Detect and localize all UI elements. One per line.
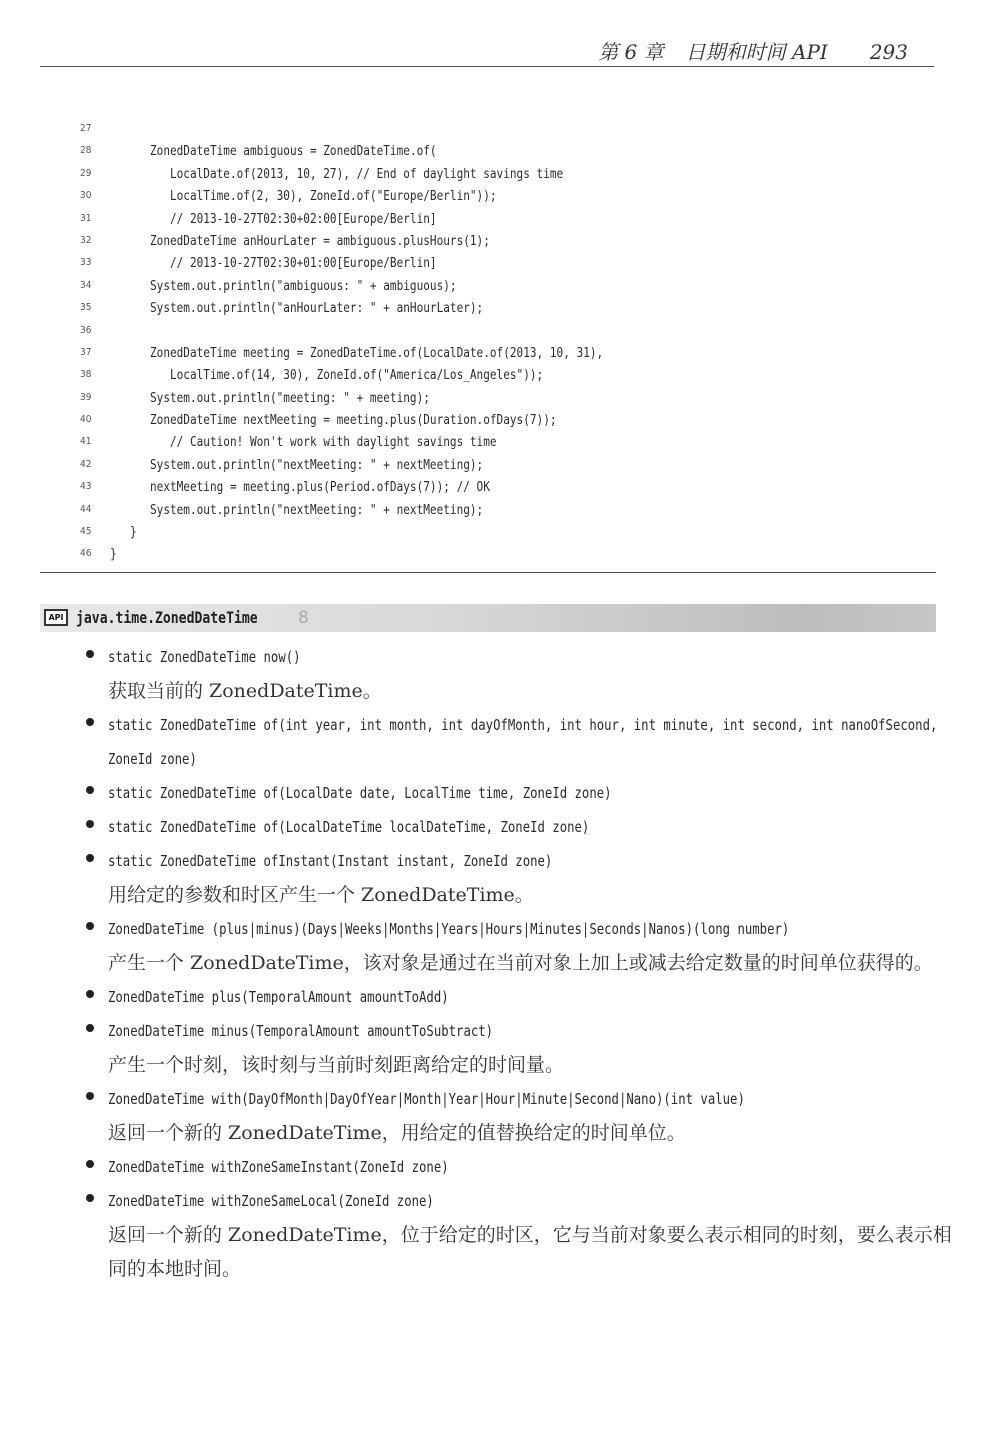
code-line: [80, 364, 940, 386]
chapter-title: 日期和时间 API: [685, 40, 828, 64]
api-badge-icon: API: [44, 609, 68, 626]
code-text: }: [110, 546, 117, 563]
method-signature: static ZonedDateTime of(LocalDate date, LocalTime time, ZoneId zone): [108, 784, 612, 802]
line-number: 44: [80, 503, 92, 515]
line-number: 46: [80, 548, 92, 560]
api-method-list: [86, 640, 956, 1286]
code-listing: [80, 118, 940, 566]
code-line: [80, 275, 940, 297]
code-line: [80, 163, 940, 185]
page-number: 293: [869, 40, 908, 64]
line-number: 30: [80, 190, 92, 202]
code-line: [80, 118, 940, 140]
api-since-version: 8: [298, 608, 309, 628]
line-number: 41: [80, 436, 92, 448]
api-method-item: [86, 640, 956, 708]
running-head: [598, 36, 908, 65]
line-number: 34: [80, 279, 92, 291]
method-description: 返回一个新的 ZonedDateTime，用给定的值替换给定的时间单位。: [108, 1122, 686, 1144]
method-signature: ZonedDateTime minus(TemporalAmount amountToSubtract): [108, 1022, 494, 1040]
method-signature: ZonedDateTime (plus|minus)(Days|Weeks|Months|Years|Hours|Minutes|Seconds|Nanos)(long number): [108, 920, 790, 938]
bullet-icon: [86, 990, 94, 998]
bullet-icon: [86, 650, 94, 658]
line-number: 31: [80, 212, 92, 224]
api-method-item: [86, 912, 956, 980]
code-text: // 2013-10-27T02:30+01:00[Europe/Berlin]: [110, 255, 437, 272]
line-number: 35: [80, 302, 92, 314]
line-number: 32: [80, 234, 92, 246]
code-text: // Caution! Won't work with daylight savings time: [110, 434, 497, 451]
line-number: 28: [80, 145, 92, 157]
code-line: [80, 342, 940, 364]
api-method-item: [86, 1150, 956, 1184]
code-line: [80, 409, 940, 431]
code-text: ZonedDateTime anHourLater = ambiguous.plusHours(1);: [110, 232, 490, 249]
code-line: [80, 185, 940, 207]
line-number: 38: [80, 369, 92, 381]
line-number: 40: [80, 414, 92, 426]
method-description: 返回一个新的 ZonedDateTime，位于给定的时区，它与当前对象要么表示相同的时刻，要么表示相同的本地时间。: [108, 1224, 952, 1280]
api-method-item: [86, 980, 956, 1014]
code-line: [80, 208, 940, 230]
code-line: [80, 230, 940, 252]
code-line: [80, 476, 940, 498]
method-signature: static ZonedDateTime of(int year, int month, int dayOfMonth, int hour, int minute, int second, int nanoOfSecond, ZoneId zone): [108, 716, 945, 768]
method-description: 获取当前的 ZonedDateTime。: [108, 680, 382, 702]
bullet-icon: [86, 922, 94, 930]
code-text: System.out.println("nextMeeting: " + nextMeeting);: [110, 501, 484, 518]
code-line: [80, 140, 940, 162]
line-number: 37: [80, 346, 92, 358]
code-line: [80, 320, 940, 342]
method-signature: static ZonedDateTime of(LocalDateTime localDateTime, ZoneId zone): [108, 818, 590, 836]
api-method-item: [86, 1082, 956, 1150]
code-text: // 2013-10-27T02:30+02:00[Europe/Berlin]: [110, 210, 437, 227]
method-signature: ZonedDateTime with(DayOfMonth|DayOfYear|Month|Year|Hour|Minute|Second|Nano)(int value): [108, 1090, 745, 1108]
bullet-icon: [86, 820, 94, 828]
method-signature: ZonedDateTime withZoneSameLocal(ZoneId zone): [108, 1192, 434, 1210]
code-line: [80, 431, 940, 453]
code-line: [80, 252, 940, 274]
line-number: 43: [80, 481, 92, 493]
code-text: LocalTime.of(2, 30), ZoneId.of("Europe/Berlin"));: [110, 188, 497, 205]
method-description: 产生一个 ZonedDateTime，该对象是通过在当前对象上加上或减去给定数量的时间单位获得的。: [108, 952, 933, 974]
code-line: [80, 521, 940, 543]
method-signature: static ZonedDateTime now(): [108, 648, 301, 666]
code-line: [80, 499, 940, 521]
code-text: System.out.println("nextMeeting: " + nextMeeting);: [110, 456, 484, 473]
method-description: 用给定的参数和时区产生一个 ZonedDateTime。: [108, 884, 534, 906]
code-text: System.out.println("anHourLater: " + anHourLater);: [110, 300, 484, 317]
line-number: 27: [80, 123, 92, 134]
code-line: [80, 387, 940, 409]
bullet-icon: [86, 1024, 94, 1032]
code-text: ZonedDateTime meeting = ZonedDateTime.of(LocalDate.of(2013, 10, 31),: [110, 344, 604, 361]
line-number: 36: [80, 324, 92, 336]
bullet-icon: [86, 1194, 94, 1202]
chapter-label: 第 6 章: [598, 40, 664, 64]
line-number: 42: [80, 458, 92, 470]
bullet-icon: [86, 718, 94, 726]
code-text: ZonedDateTime ambiguous = ZonedDateTime.of(: [110, 143, 437, 160]
line-number: 45: [80, 526, 92, 538]
method-description: 产生一个时刻，该时刻与当前时刻距离给定的时间量。: [108, 1054, 565, 1076]
page-header: [40, 30, 934, 67]
code-line: [80, 297, 940, 319]
code-line: [80, 454, 940, 476]
code-text: System.out.println("meeting: " + meeting);: [110, 389, 430, 406]
api-method-item: [86, 810, 956, 844]
api-method-item: [86, 1184, 956, 1286]
line-number: 29: [80, 167, 92, 179]
line-number: 39: [80, 391, 92, 403]
api-method-item: [86, 776, 956, 810]
bullet-icon: [86, 786, 94, 794]
code-line: [80, 543, 940, 565]
code-text: nextMeeting = meeting.plus(Period.ofDays(7)); // OK: [110, 479, 490, 496]
code-text: System.out.println("ambiguous: " + ambiguous);: [110, 277, 457, 294]
code-text: ZonedDateTime nextMeeting = meeting.plus(Duration.ofDays(7));: [110, 412, 557, 429]
code-divider: [40, 572, 936, 573]
code-text: LocalDate.of(2013, 10, 27), // End of daylight savings time: [110, 165, 564, 182]
line-number: 33: [80, 257, 92, 269]
method-signature: ZonedDateTime withZoneSameInstant(ZoneId zone): [108, 1158, 449, 1176]
bullet-icon: [86, 1160, 94, 1168]
api-method-item: [86, 708, 956, 776]
bullet-icon: [86, 854, 94, 862]
method-signature: static ZonedDateTime ofInstant(Instant instant, ZoneId zone): [108, 852, 553, 870]
api-class-name: java.time.ZonedDateTime: [76, 608, 258, 627]
api-method-item: [86, 1014, 956, 1082]
bullet-icon: [86, 1092, 94, 1100]
method-signature: ZonedDateTime plus(TemporalAmount amountToAdd): [108, 988, 449, 1006]
code-text: }: [110, 524, 137, 541]
code-text: LocalTime.of(14, 30), ZoneId.of("America/Los_Angeles"));: [110, 367, 544, 384]
api-method-item: [86, 844, 956, 912]
api-heading-bar: [40, 604, 936, 632]
